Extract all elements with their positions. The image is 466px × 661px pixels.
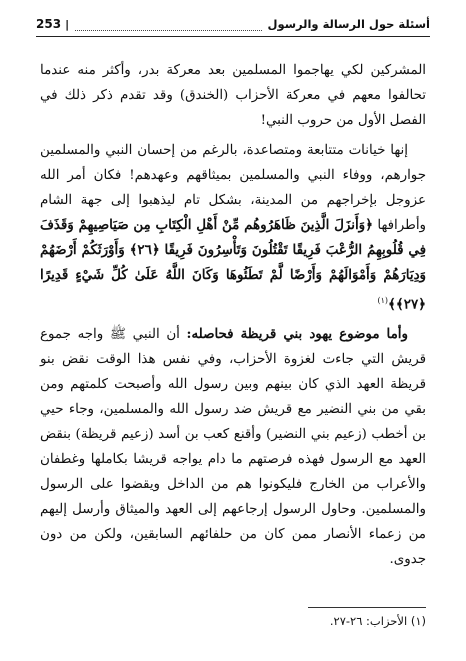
paragraph-1: المشركين لكي يهاجموا المسلمين بعد معركة بدر، وأكثر منه عندما تحالفوا معهم في معركة الأحزاب (الخندق) وقد تقدم ذكر ذلك في الفصل الأول من حروب النبي! <box>40 63 426 128</box>
header-separator: | <box>65 17 70 31</box>
header-dotted-leader <box>75 30 261 31</box>
paragraph-3-text: أن النبي ﷺ واجه جموع قريش التي جاءت لغزوة الأحزاب، وفي نفس هذا الوقت نقض بنو قريظة العهد الذي كان بينهم وبين رسول الله وأصبحت كلمتهم ومن بقي من بني النضير مع قريش ضد رسول الله والمسلمين، وجاء حيي بن أخطب (زعيم بني النضير) وأقنع كعب بن أسد (زعيم قريظة) بنقض العهد مع الرسول فهذه فرصتهم ما دام يواجه قريشا بكاملها وغطفان والأعراب من الخارج فليكونوا هم من الداخل ويقضوا على الرسول والمسلمين. وحاول الرسول إرجاعهم إلى العهد والميثاق وأرسل إليهم من زعماء الأنصار ممن كان من حلفائهم السابقين، ولكن من دون جدوى. <box>40 327 426 568</box>
header-title: أسئلة حول الرسالة والرسول <box>267 17 430 31</box>
paragraph-3 <box>40 322 426 572</box>
header-rule <box>36 36 430 37</box>
running-header <box>36 14 430 34</box>
page-number: 253 <box>36 17 62 31</box>
paragraph-2 <box>40 138 426 317</box>
footnote-rule <box>308 607 426 608</box>
footnote-marker[interactable]: (١) <box>377 296 389 305</box>
paragraph-2-text: إنها خيانات متتابعة ومتصاعدة، بالرغم من إحسان النبي والمسلمين جوارهم، ووفاء النبي والمسلمين بميثاقهم وعهدهم! فكان أمر الله عزوجل بإخراجهم من المدينة، بشكل تام ليذهبوا إلى جهة الشام وأطرافها <box>40 143 427 233</box>
body-text <box>40 58 426 577</box>
paragraph-3-lead: وأما موضوع يهود بني قريظة فحاصله: <box>186 326 408 343</box>
quran-verse: ﴿وَأَنزَلَ الَّذِينَ ظَاهَرُوهُم مِّنْ أَهْلِ الْكِتَابِ مِن صَيَاصِيهِمْ وَقَذَفَ فِي قُلُوبِهِمُ الرُّعْبَ فَرِيقًا تَقْتُلُونَ وَتَأْسِرُونَ فَرِيقًا ﴿٢٦﴾ وَأَوْرَثَكُمْ أَرْضَهُمْ وَدِيَارَهُمْ وَأَمْوَالَهُمْ وَأَرْضًا لَّمْ تَطَئُوهَا وَكَانَ اللَّهُ عَلَىٰ كُلِّ شَيْءٍ قَدِيرًا ﴿٢٧﴾﴾ <box>40 217 426 313</box>
footnote: (١) الأحزاب: ٢٦-٢٧. <box>329 614 426 628</box>
